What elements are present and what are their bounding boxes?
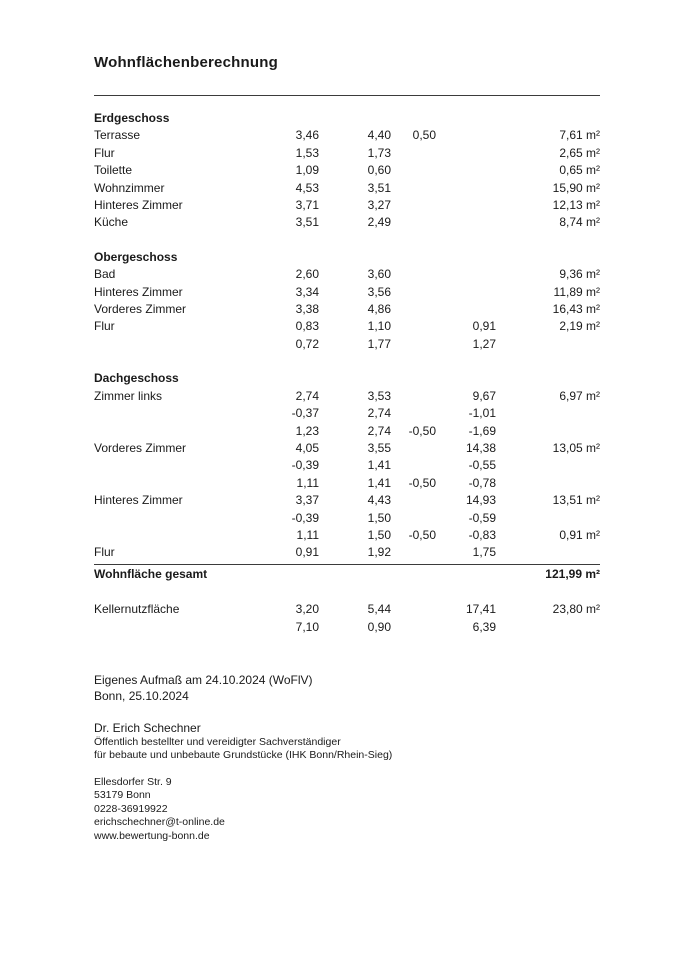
table-row <box>94 601 600 618</box>
cell-total: 13,51 m² <box>552 493 600 508</box>
cell-c4: -1,69 <box>468 423 496 438</box>
table-row <box>94 388 600 405</box>
cell-c3 <box>391 544 436 561</box>
table-row <box>94 619 600 636</box>
cell-c3 <box>391 388 436 405</box>
cell-c2: 1,50 <box>367 527 391 542</box>
cell-c4: -0,78 <box>468 475 496 490</box>
cell-c1: 0,72 <box>295 336 319 351</box>
table-row <box>94 336 600 353</box>
cell-total: 7,61 m² <box>559 128 600 143</box>
cell-c2: 3,55 <box>367 440 391 455</box>
cell-c3 <box>391 619 436 636</box>
cell-c1: 0,83 <box>295 319 319 334</box>
cell-total: 0,65 m² <box>559 163 600 178</box>
cell-c2: 3,51 <box>367 180 391 195</box>
expert-title-line-2: für bebaute und unbebaute Grundstücke (IHK Bonn/Rhein-Sieg) <box>94 749 393 762</box>
cell-total: 8,74 m² <box>559 215 600 230</box>
table-row <box>94 145 600 162</box>
cell-c4 <box>436 301 496 318</box>
cell-c3 <box>391 180 436 197</box>
cell-c4 <box>436 145 496 162</box>
cell-c1: 3,38 <box>295 302 319 317</box>
cell-total <box>496 544 600 561</box>
section-heading: Dachgeschoss <box>94 371 179 386</box>
address-phone: 0228-36919922 <box>94 802 168 815</box>
table-row <box>94 492 600 509</box>
table-row <box>94 284 600 301</box>
cell-c3 <box>391 318 436 335</box>
cell-total: 2,65 m² <box>559 145 600 160</box>
cell-c4: 1,27 <box>472 336 496 351</box>
cell-c1: 1,11 <box>296 475 319 490</box>
cell-c2: 2,74 <box>367 406 391 421</box>
cell-c1: -0,39 <box>291 458 319 473</box>
cell-c2: 1,10 <box>367 319 391 334</box>
cell-total <box>496 619 600 636</box>
cell-c2: 1,50 <box>367 510 391 525</box>
cell-c1: 1,09 <box>295 163 319 178</box>
cell-total: 2,19 m² <box>559 319 600 334</box>
cell-total: 23,80 m² <box>552 602 600 617</box>
address-street: Ellesdorfer Str. 9 <box>94 775 172 788</box>
cell-total: 11,89 m² <box>553 284 600 299</box>
total-divider <box>94 564 600 565</box>
cell-total <box>496 475 600 492</box>
expert-name: Dr. Erich Schechner <box>94 720 201 735</box>
cell-c3 <box>391 145 436 162</box>
table-row <box>94 457 600 474</box>
cell-c2: 1,92 <box>367 545 391 560</box>
cell-c3 <box>391 492 436 509</box>
cell-c4: 0,91 <box>472 319 496 334</box>
cell-c3: -0,50 <box>408 475 436 490</box>
grand-total-row <box>94 566 600 583</box>
cell-c3 <box>391 214 436 231</box>
cell-c2: 4,86 <box>367 302 391 317</box>
page-title: Wohnflächenberechnung <box>94 54 278 71</box>
cell-c2: 2,74 <box>367 423 391 438</box>
cell-total: 15,90 m² <box>552 180 600 195</box>
document-content <box>94 0 600 843</box>
row-label <box>94 475 260 492</box>
cell-c2: 2,49 <box>367 215 391 230</box>
row-label <box>94 457 260 474</box>
row-label: Vorderes Zimmer <box>94 440 187 455</box>
cell-c3 <box>391 405 436 422</box>
cell-c4: -1,01 <box>468 406 496 421</box>
row-label: Zimmer links <box>94 388 162 403</box>
cell-c1: -0,39 <box>291 510 319 525</box>
cell-c1: 4,05 <box>295 440 319 455</box>
cell-c3 <box>391 601 436 618</box>
table-row <box>94 544 600 561</box>
cell-total <box>496 336 600 353</box>
cell-total: 12,13 m² <box>552 198 600 213</box>
cell-c2: 3,56 <box>367 284 391 299</box>
cell-c1: 0,91 <box>295 545 319 560</box>
table-row <box>94 197 600 214</box>
row-label: Vorderes Zimmer <box>94 302 187 317</box>
cell-total: 9,36 m² <box>559 267 600 282</box>
table-row <box>94 527 600 544</box>
row-label <box>94 510 260 527</box>
cell-c2: 3,60 <box>367 267 391 282</box>
table-row <box>94 214 600 231</box>
cell-c2: 4,43 <box>367 493 391 508</box>
cell-c4 <box>436 284 496 301</box>
expert-title-line-1: Öffentlich bestellter und vereidigter Sachverständiger <box>94 735 341 748</box>
cell-c4: 17,41 <box>465 602 496 617</box>
cell-c4: 14,93 <box>465 493 496 508</box>
measurement-note: Eigenes Aufmaß am 24.10.2024 (WoFlV) <box>94 672 313 687</box>
cell-c3 <box>391 336 436 353</box>
cell-c3 <box>391 301 436 318</box>
cell-c4: -0,55 <box>468 458 496 473</box>
cell-c3 <box>391 457 436 474</box>
row-label: Hinteres Zimmer <box>94 284 183 299</box>
address-city: 53179 Bonn <box>94 789 151 802</box>
cell-c2: 0,90 <box>367 619 391 634</box>
cell-c4 <box>436 214 496 231</box>
cell-c1: 4,53 <box>295 180 319 195</box>
cell-c4: -0,59 <box>468 510 496 525</box>
cell-total <box>496 457 600 474</box>
table-row <box>94 127 600 144</box>
document-footer <box>94 672 600 844</box>
cell-c2: 1,77 <box>367 336 391 351</box>
cell-c4 <box>436 127 496 144</box>
cell-c3: -0,50 <box>408 423 436 438</box>
cell-c4 <box>436 162 496 179</box>
row-label: Hinteres Zimmer <box>94 198 183 213</box>
row-label <box>94 405 260 422</box>
row-label: Flur <box>94 545 115 560</box>
row-label <box>94 336 260 353</box>
cell-c1: 3,34 <box>295 284 319 299</box>
row-label: Toilette <box>94 163 133 178</box>
row-label <box>94 619 260 636</box>
row-label: Terrasse <box>94 128 141 143</box>
cell-c2: 4,40 <box>367 128 391 143</box>
cell-total: 13,05 m² <box>552 440 600 455</box>
cell-c1: 3,37 <box>295 493 319 508</box>
grand-total-label: Wohnfläche gesamt <box>94 566 208 581</box>
grand-total-value: 121,99 m² <box>545 566 600 581</box>
row-label: Flur <box>94 319 115 334</box>
cell-total <box>496 423 600 440</box>
area-calculation-table <box>94 110 600 562</box>
cell-c2: 3,53 <box>367 388 391 403</box>
cell-c4: 1,75 <box>472 545 496 560</box>
cell-c3 <box>391 197 436 214</box>
cell-c3 <box>391 510 436 527</box>
cell-c4: -0,83 <box>468 527 496 542</box>
cell-c2: 3,27 <box>367 198 391 213</box>
cell-c4: 6,39 <box>472 619 496 634</box>
cell-c3 <box>391 266 436 283</box>
address-website: www.bewertung-bonn.de <box>94 829 210 842</box>
cell-c3 <box>391 162 436 179</box>
cell-c1: 2,74 <box>295 388 319 403</box>
cell-total <box>496 510 600 527</box>
cell-c1: -0,37 <box>291 406 319 421</box>
section-heading: Obergeschoss <box>94 249 178 264</box>
cell-c1: 3,20 <box>295 602 319 617</box>
row-label: Kellernutzfläche <box>94 602 180 617</box>
cell-c2: 0,60 <box>367 163 391 178</box>
address-block <box>94 776 600 844</box>
cell-c4 <box>436 266 496 283</box>
place-date: Bonn, 25.10.2024 <box>94 688 189 703</box>
cell-c2: 1,73 <box>367 145 391 160</box>
row-label: Küche <box>94 215 129 230</box>
table-row <box>94 180 600 197</box>
cell-c2: 1,41 <box>367 458 391 473</box>
table-row <box>94 266 600 283</box>
cell-total: 0,91 m² <box>559 527 600 542</box>
cellar-area-table <box>94 601 600 636</box>
table-row <box>94 475 600 492</box>
cell-c1: 7,10 <box>295 619 319 634</box>
cell-total: 16,43 m² <box>552 302 600 317</box>
cell-c1: 1,23 <box>295 423 319 438</box>
cell-c4: 9,67 <box>472 388 496 403</box>
row-label: Flur <box>94 145 115 160</box>
address-email: erichschechner@t-online.de <box>94 816 225 829</box>
cell-c4 <box>436 180 496 197</box>
table-row <box>94 423 600 440</box>
cell-c1: 3,51 <box>295 215 319 230</box>
cell-c2: 5,44 <box>367 602 391 617</box>
cell-c1: 3,46 <box>295 128 319 143</box>
cell-total <box>496 405 600 422</box>
cell-c2: 1,41 <box>367 475 391 490</box>
section-heading: Erdgeschoss <box>94 111 170 125</box>
row-label: Hinteres Zimmer <box>94 493 183 508</box>
cell-c3: 0,50 <box>412 128 436 143</box>
table-row <box>94 440 600 457</box>
row-label: Bad <box>94 267 116 282</box>
cell-total: 6,97 m² <box>559 388 600 403</box>
cell-c3: -0,50 <box>408 527 436 542</box>
cell-c1: 2,60 <box>295 267 319 282</box>
table-row <box>94 318 600 335</box>
cell-c3 <box>391 284 436 301</box>
row-label <box>94 527 260 544</box>
expert-block <box>94 720 600 763</box>
row-label: Wohnzimmer <box>94 180 165 195</box>
table-row <box>94 405 600 422</box>
cell-c1: 3,71 <box>295 198 319 213</box>
row-label <box>94 423 260 440</box>
cell-c4 <box>436 197 496 214</box>
cell-c4: 14,38 <box>465 440 496 455</box>
table-row <box>94 510 600 527</box>
title-divider <box>94 95 600 96</box>
table-row <box>94 162 600 179</box>
cell-c1: 1,11 <box>296 527 319 542</box>
table-row <box>94 301 600 318</box>
cell-c3 <box>391 440 436 457</box>
cell-c1: 1,53 <box>295 145 319 160</box>
